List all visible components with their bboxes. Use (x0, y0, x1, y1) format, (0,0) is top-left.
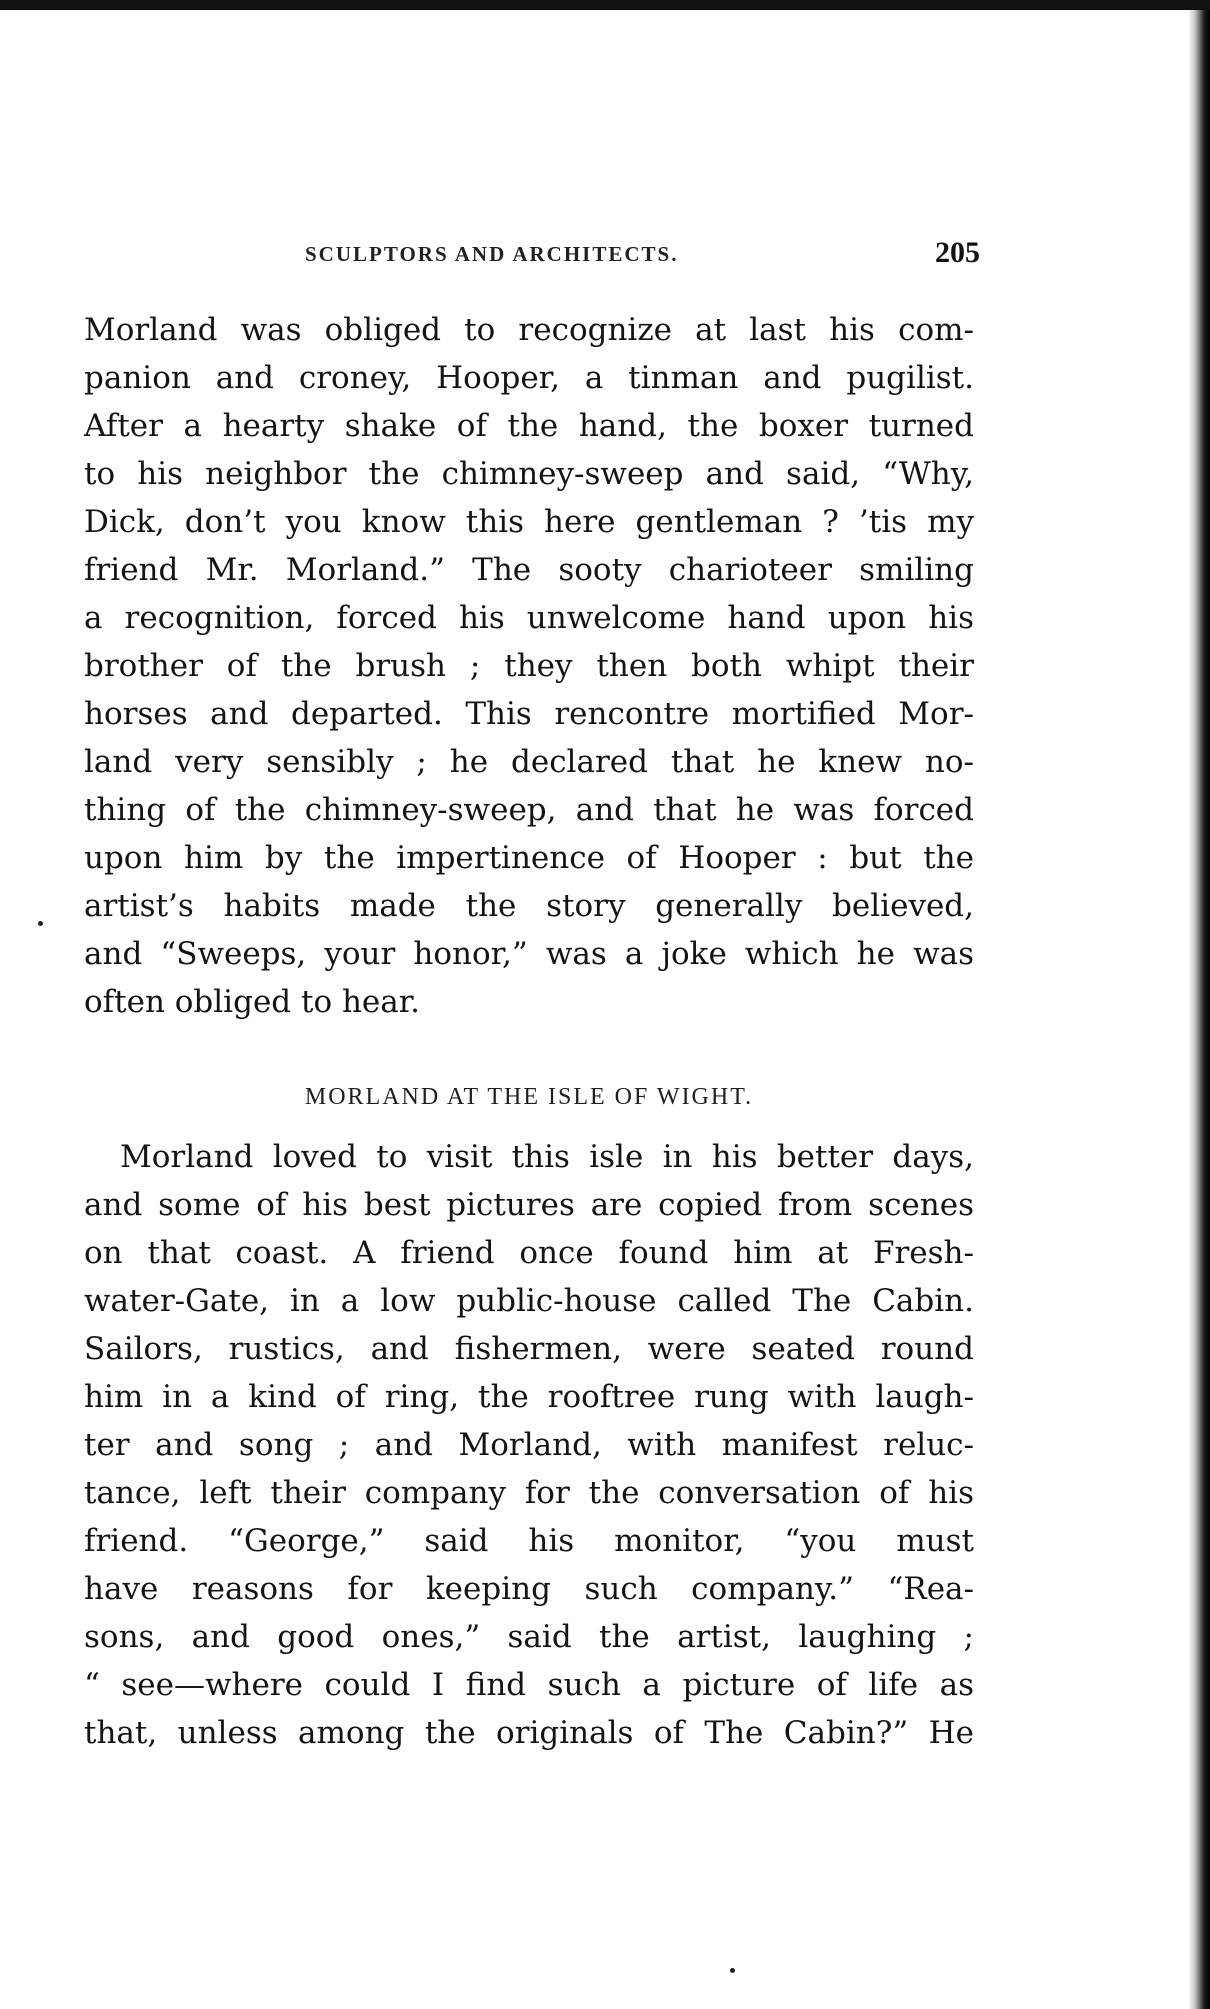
text-line: a recognition, forced his unwelcome hand upon his (84, 600, 974, 636)
section-heading: MORLAND AT THE ISLE OF WIGHT. (304, 1084, 754, 1110)
text-line: Sailors, rustics, and fishermen, were seated round (84, 1331, 974, 1367)
text-line: and some of his best pictures are copied from scenes (84, 1187, 974, 1223)
text-line: that, unless among the originals of The Cabin?” He (84, 1715, 974, 1751)
ink-speck (38, 921, 43, 926)
text-line: artist’s habits made the story generally believed, (84, 888, 974, 924)
text-line: panion and croney, Hooper, a tinman and pugilist. (84, 360, 974, 396)
text-line: friend. “George,” said his monitor, “you must (84, 1523, 974, 1559)
text-line: to his neighbor the chimney-sweep and said, “Why, (84, 456, 974, 492)
paragraph-2 (84, 1133, 974, 1757)
text-line: horses and departed. This rencontre mortified Mor- (84, 696, 974, 732)
scan-top-edge (0, 0, 1210, 10)
text-line: on that coast. A friend once found him at Fresh- (84, 1235, 974, 1271)
text-line: friend Mr. Morland.” The sooty charioteer smiling (84, 552, 974, 588)
text-line: “ see—where could I find such a picture of life as (84, 1667, 974, 1703)
text-line: ter and song ; and Morland, with manifest reluc- (84, 1427, 974, 1463)
text-line: land very sensibly ; he declared that he knew no- (84, 744, 974, 780)
text-line: water-Gate, in a low public-house called The Cabin. (84, 1283, 974, 1319)
text-line: upon him by the impertinence of Hooper : but the (84, 840, 974, 876)
text-line: Morland was obliged to recognize at last his com- (84, 312, 974, 348)
running-title: SCULPTORS AND ARCHITECTS. (305, 242, 679, 266)
text-line: have reasons for keeping such company.” “Rea- (84, 1571, 974, 1607)
ink-speck (730, 1968, 735, 1973)
page-number: 205 (935, 236, 980, 269)
text-line: Dick, don’t you know this here gentleman ? ’tis my (84, 504, 974, 540)
text-line: sons, and good ones,” said the artist, laughing ; (84, 1619, 974, 1655)
text-line: thing of the chimney-sweep, and that he was forced (84, 792, 974, 828)
text-line: Morland loved to visit this isle in his better days, (120, 1139, 974, 1175)
text-line: brother of the brush ; they then both whipt their (84, 648, 974, 684)
text-line: him in a kind of ring, the rooftree rung with laugh- (84, 1379, 974, 1415)
paragraph-1 (84, 306, 974, 1026)
text-line: often obliged to hear. (84, 984, 421, 1020)
text-line: After a hearty shake of the hand, the boxer turned (84, 408, 974, 444)
page-header (80, 236, 980, 276)
text-line: and “Sweeps, your honor,” was a joke which he was (84, 936, 974, 972)
scan-right-edge (1188, 10, 1210, 2009)
text-line: tance, left their company for the conversation of his (84, 1475, 974, 1511)
